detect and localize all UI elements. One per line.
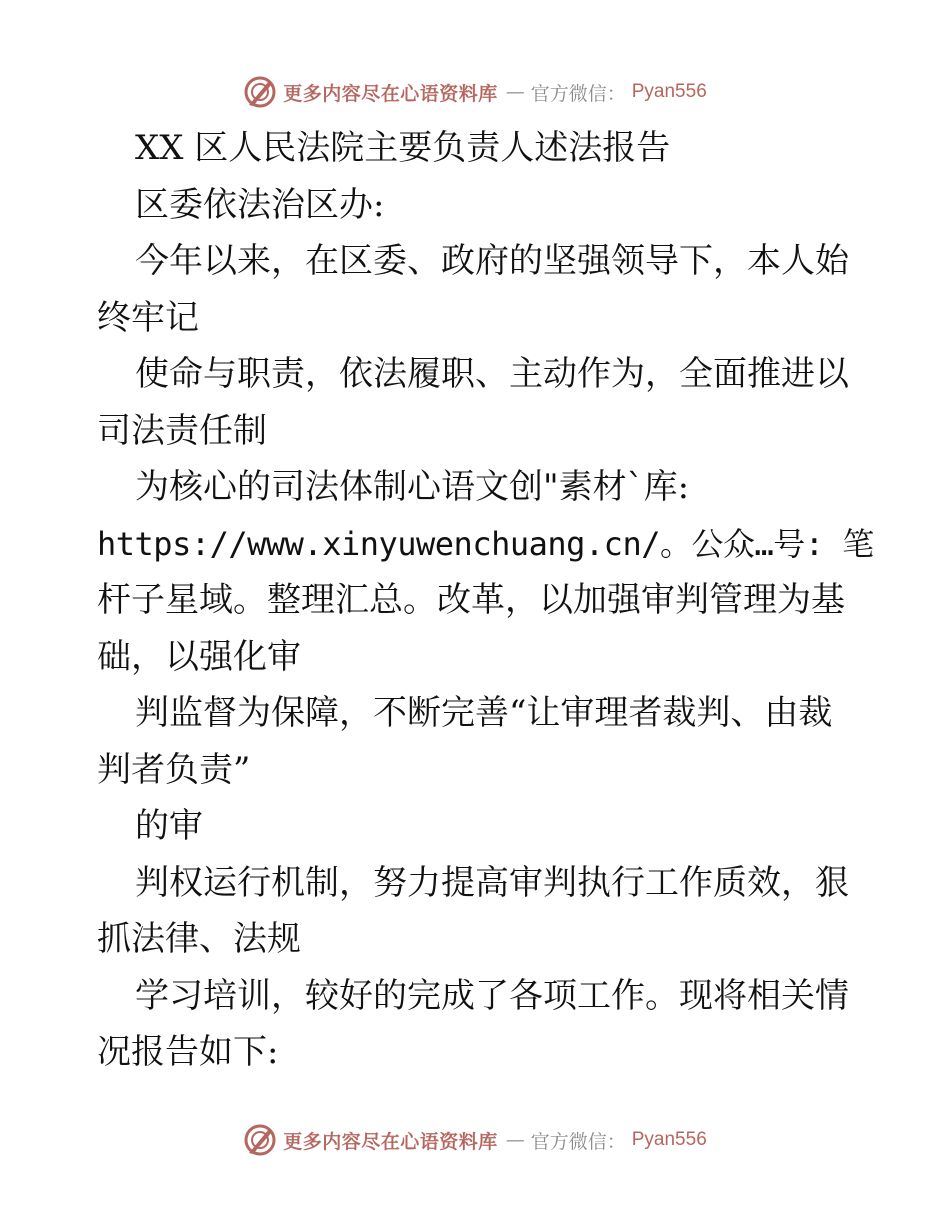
document-line: 学习培训，较好的完成了各项工作。现将相关情	[135, 975, 849, 1016]
document-body	[97, 120, 874, 1081]
watermark-separator: —	[505, 81, 523, 103]
quill-circle-logo-icon	[243, 75, 277, 109]
document-line: 今年以来，在区委、政府的坚强领导下，本人始	[135, 241, 849, 281]
document-line: 为核心的司法体制心语文创"素材`库:	[135, 467, 690, 507]
watermark-wechat-id: Pyan556	[631, 1129, 707, 1150]
watermark-separator: —	[505, 1129, 523, 1151]
watermark-promo-text: 更多内容尽在心语资料库	[283, 1130, 498, 1153]
document-line: 况报告如下:	[97, 1032, 279, 1072]
watermark-wechat-id: Pyan556	[631, 81, 707, 102]
footer-watermark	[0, 1120, 950, 1160]
document-line: 区委依法治区办:	[135, 184, 385, 225]
document-line: 司法责任制	[97, 410, 267, 451]
document-line: 础，以强化审	[97, 636, 301, 677]
watermark-wechat-label: 官方微信：	[530, 1130, 626, 1153]
watermark-promo-text: 更多内容尽在心语资料库	[283, 82, 498, 105]
quill-circle-logo-icon	[243, 1123, 277, 1157]
document-line: XX 区人民法院主要负责人述法报告	[135, 128, 671, 168]
document-line: 的审	[135, 806, 203, 846]
document-line: 抓法律、法规	[97, 919, 301, 959]
watermark-wechat-label: 官方微信：	[530, 82, 626, 105]
document-line: 判监督为保障，不断完善“让审理者裁判、由裁	[135, 693, 833, 733]
document-line: 判者负责”	[97, 749, 251, 790]
document-line: 终牢记	[97, 297, 199, 338]
document-line: 判权运行机制，努力提高审判执行工作质效，狠	[135, 862, 849, 903]
document-line: 杆子星域。整理汇总。改革，以加强审判管理为基	[97, 580, 845, 620]
header-watermark	[0, 72, 950, 112]
document-line: 使命与职责，依法履职、主动作为，全面推进以	[135, 354, 849, 394]
document-line: https://www.xinyuwenchuang.cn/。公众…号: 笔	[97, 524, 874, 563]
